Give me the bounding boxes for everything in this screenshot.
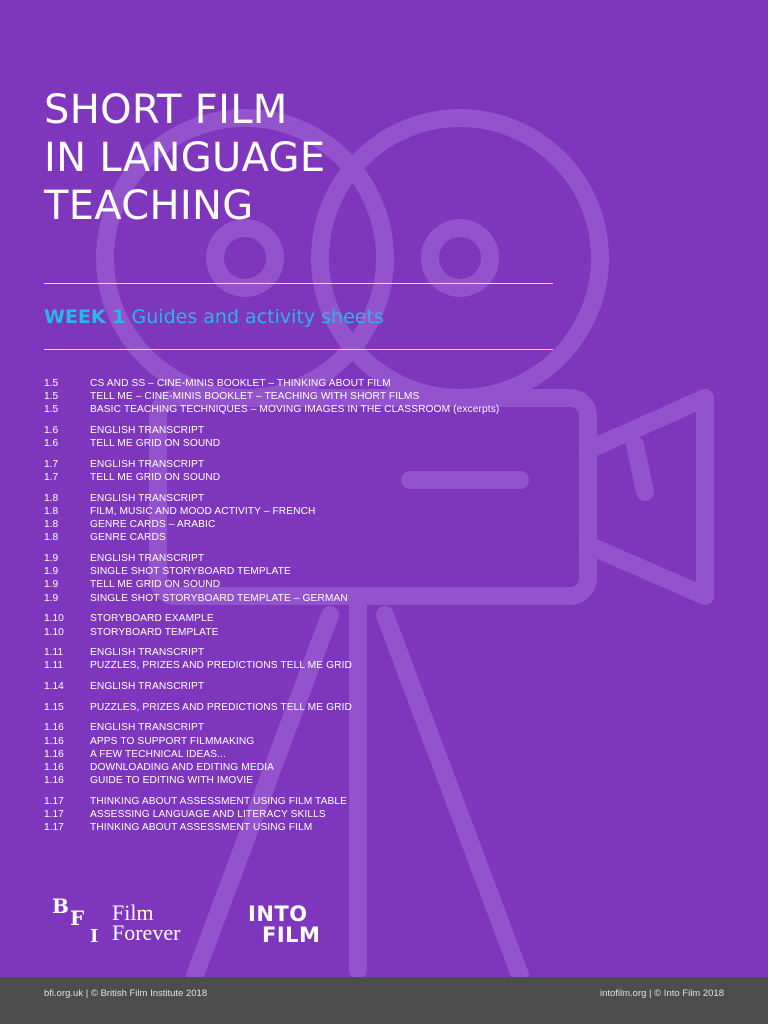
toc-item-title: STORYBOARD TEMPLATE [90, 626, 219, 638]
toc-item [44, 612, 564, 625]
toc-item-number: 1.14 [44, 681, 64, 693]
toc-item-number: 1.16 [44, 748, 64, 760]
toc-item-number: 1.15 [44, 701, 64, 713]
toc-item-title: CS AND SS – CINE-MINIS BOOKLET – THINKING ABOUT FILM [90, 378, 391, 389]
toc-item-title: BASIC TEACHING TECHNIQUES – MOVING IMAGES IN THE CLASSROOM (excerpts) [90, 404, 500, 416]
bfi-logo-text-line: Forever [112, 920, 181, 945]
bfi-logo-letter: F [70, 906, 85, 930]
toc-item-title: ENGLISH TRANSCRIPT [90, 492, 205, 504]
toc-item [44, 505, 564, 518]
toc-item-title: PUZZLES, PRIZES AND PREDICTIONS TELL ME GRID [90, 660, 352, 672]
toc-item [44, 390, 564, 403]
toc-item [44, 721, 564, 734]
toc-item [44, 424, 564, 437]
toc-item-title: GENRE CARDS – ARABIC [90, 519, 216, 531]
toc-item-title: ENGLISH TRANSCRIPT [90, 722, 205, 734]
toc-group [44, 377, 564, 417]
toc-item [44, 565, 564, 578]
footer-bfi-credit: bfi.org.uk | © British Film Institute 2018 [44, 988, 208, 999]
footer-into-film-credit: intofilm.org | © Into Film 2018 [599, 988, 724, 999]
toc-item-number: 1.9 [44, 566, 59, 578]
toc-item-number: 1.16 [44, 762, 64, 773]
toc-item-title: ASSESSING LANGUAGE AND LITERACY SKILLS [90, 809, 326, 821]
divider-bottom [44, 349, 553, 350]
into-film-logo-line: INTO [248, 902, 308, 926]
toc-item-title: PUZZLES, PRIZES AND PREDICTIONS TELL ME GRID [90, 701, 352, 713]
toc-item [44, 808, 564, 821]
toc-item-title: APPS TO SUPPORT FILMMAKING [90, 735, 255, 747]
toc-group [44, 680, 564, 693]
into-film-logo-line: FILM [262, 923, 321, 947]
toc-item [44, 735, 564, 748]
toc-item-title: THINKING ABOUT ASSESSMENT USING FILM [90, 822, 313, 834]
toc-item [44, 748, 564, 761]
toc-item-title: FILM, MUSIC AND MOOD ACTIVITY – FRENCH [90, 506, 316, 517]
table-of-contents [44, 377, 564, 842]
toc-item [44, 659, 564, 672]
bfi-logo-letter: B [52, 894, 69, 918]
toc-item-number: 1.17 [44, 822, 64, 834]
toc-item-number: 1.6 [44, 438, 59, 450]
toc-item [44, 518, 564, 531]
toc-item-title: TELL ME GRID ON SOUND [90, 438, 221, 450]
toc-item-number: 1.8 [44, 492, 59, 504]
title-line: TEACHING [44, 183, 254, 229]
toc-item [44, 795, 564, 808]
toc-item [44, 592, 564, 605]
toc-item [44, 531, 564, 544]
toc-item-number: 1.8 [44, 519, 59, 531]
bfi-logo-text-line: Film [112, 900, 154, 925]
toc-item-title: GUIDE TO EDITING WITH IMOVIE [90, 775, 254, 787]
toc-item-title: TELL ME GRID ON SOUND [90, 579, 221, 591]
toc-item-number: 1.16 [44, 735, 64, 747]
toc-item-number: 1.17 [44, 809, 64, 821]
bfi-logo-letter: I [90, 926, 99, 947]
toc-item-title: SINGLE SHOT STORYBOARD TEMPLATE [90, 566, 291, 578]
toc-item-number: 1.16 [44, 775, 64, 787]
toc-item-title: ENGLISH TRANSCRIPT [90, 425, 205, 437]
toc-group [44, 721, 564, 787]
toc-item [44, 492, 564, 505]
toc-group [44, 795, 564, 835]
toc-item-number: 1.11 [44, 660, 64, 672]
toc-item-title: ENGLISH TRANSCRIPT [90, 681, 205, 693]
title-line: SHORT FILM [44, 87, 288, 133]
toc-item [44, 403, 564, 416]
toc-item [44, 458, 564, 471]
divider-top [44, 283, 553, 284]
subtitle-text: Guides and activity sheets [131, 306, 384, 328]
toc-item [44, 471, 564, 484]
toc-item [44, 761, 564, 774]
toc-item [44, 437, 564, 450]
toc-group [44, 458, 564, 484]
toc-item-number: 1.10 [44, 613, 64, 625]
toc-item-title: STORYBOARD EXAMPLE [90, 613, 214, 625]
toc-item-title: THINKING ABOUT ASSESSMENT USING FILM TABLE [90, 795, 348, 807]
toc-item [44, 774, 564, 787]
bfi-film-forever-logo [48, 894, 208, 952]
toc-item-number: 1.8 [44, 532, 59, 544]
toc-item-number: 1.7 [44, 472, 59, 484]
toc-item [44, 701, 564, 714]
toc-item-number: 1.5 [44, 391, 59, 403]
toc-item-number: 1.9 [44, 553, 59, 565]
toc-item-title: GENRE CARDS [90, 532, 166, 544]
toc-item-title: SINGLE SHOT STORYBOARD TEMPLATE – GERMAN [90, 592, 348, 604]
toc-item-title: DOWNLOADING AND EDITING MEDIA [90, 762, 275, 773]
toc-item-number: 1.8 [44, 506, 59, 517]
toc-item-title: ENGLISH TRANSCRIPT [90, 647, 205, 659]
toc-item-number: 1.6 [44, 425, 59, 437]
into-film-logo [248, 904, 338, 950]
toc-item [44, 377, 564, 390]
toc-item-title: TELL ME – CINE-MINIS BOOKLET – TEACHING WITH SHORT FILMS [90, 391, 420, 403]
toc-group [44, 646, 564, 672]
toc-item [44, 578, 564, 591]
toc-group [44, 424, 564, 450]
footer [0, 977, 768, 1024]
bfi-logo-wordmark [112, 900, 181, 945]
toc-item [44, 680, 564, 693]
toc-item [44, 821, 564, 834]
toc-group [44, 612, 564, 638]
toc-group [44, 552, 564, 605]
toc-item-number: 1.9 [44, 579, 59, 591]
toc-item-title: ENGLISH TRANSCRIPT [90, 553, 205, 565]
toc-item-number: 1.16 [44, 722, 64, 734]
toc-group [44, 701, 564, 714]
page-title [44, 86, 325, 230]
toc-item-number: 1.7 [44, 458, 59, 470]
toc-item-title: ENGLISH TRANSCRIPT [90, 458, 205, 470]
toc-item-number: 1.17 [44, 795, 64, 807]
week-label: WEEK 1 [44, 306, 126, 328]
title-line: IN LANGUAGE [44, 135, 326, 181]
section-subtitle [44, 304, 384, 330]
toc-item-number: 1.5 [44, 404, 59, 416]
toc-item-number: 1.11 [44, 647, 64, 659]
toc-item [44, 552, 564, 565]
toc-item [44, 646, 564, 659]
toc-item-number: 1.9 [44, 592, 59, 604]
toc-item-number: 1.5 [44, 378, 59, 389]
toc-item-number: 1.10 [44, 626, 64, 638]
toc-group [44, 492, 564, 545]
toc-item-title: TELL ME GRID ON SOUND [90, 472, 221, 484]
toc-item-title: A FEW TECHNICAL IDEAS... [90, 748, 226, 760]
toc-item [44, 626, 564, 639]
